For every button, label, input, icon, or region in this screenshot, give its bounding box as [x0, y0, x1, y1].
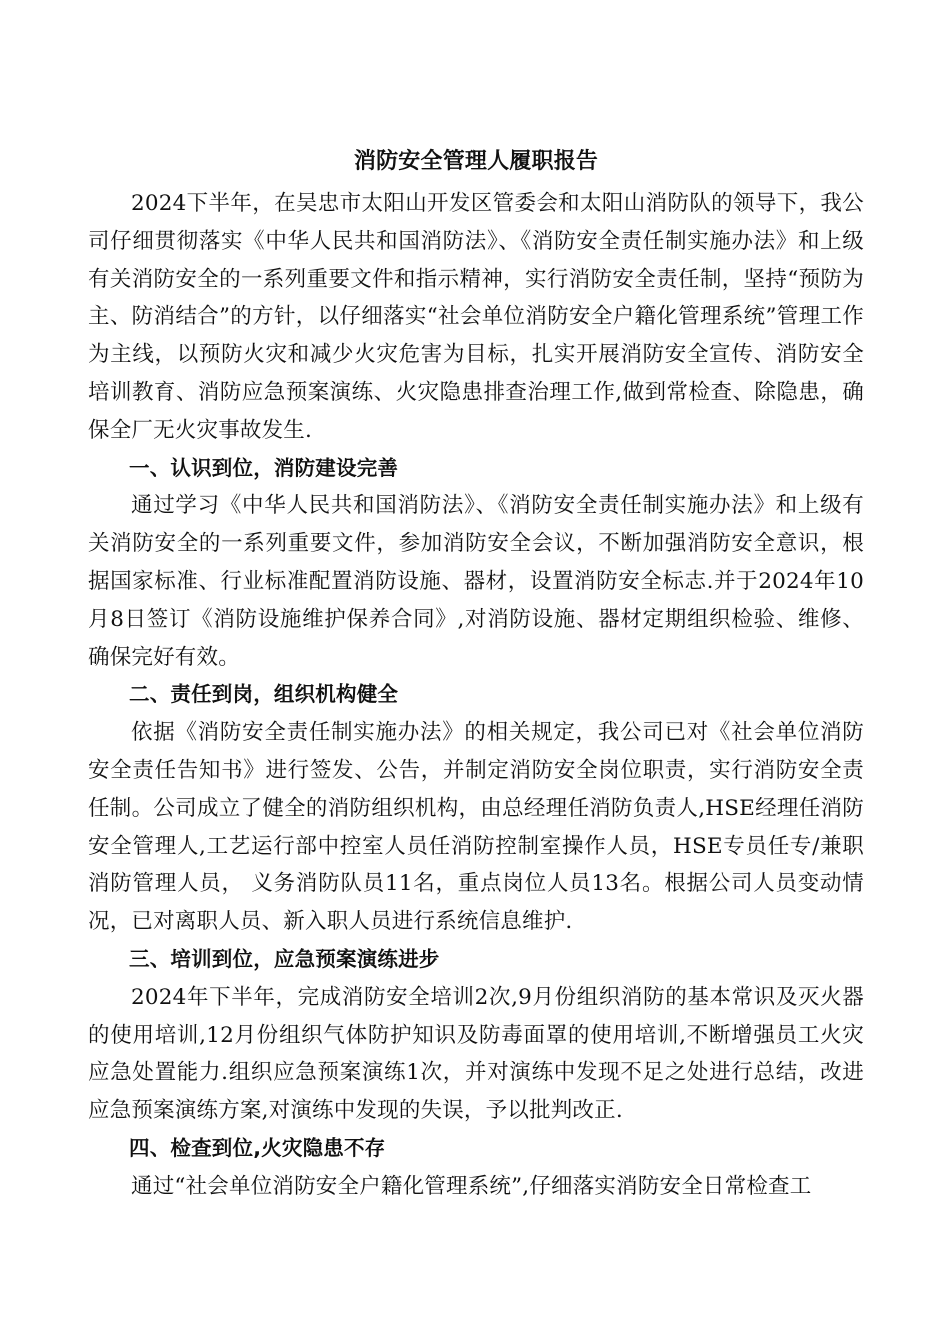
section-body-3: 2024年下半年，完成消防安全培训2次,9月份组织消防的基本常识及灭火器的使用培训,12月份组织气体防护知识及防毒面罩的使用培训,不断增强员工火灾应急处置能力.组织应急预案演练1次，并对演练中发现不足之处进行总结，改进应急预案演练方案,对演练中发现的失误，予以批判改正. [88, 984, 864, 1124]
intro-paragraph: 2024下半年，在吴忠市太阳山开发区管委会和太阳山消防队的领导下，我公司仔细贯彻落实《中华人民共和国消防法》、《消防安全责任制实施办法》和上级有关消防安全的一系列重要文件和指示精神，实行消防安全责任制，坚持“预防为主、防消结合”的方针，以仔细落实“社会单位消防安全户籍化管理系统”管理工作为主线，以预防火灾和减少火灾危害为目标，扎实开展消防安全宣传、消防安全培训教育、消防应急预案演练、火灾隐患排查治理工作,做到常检查、除隐患，确保全厂无火灾事故发生. [88, 191, 864, 443]
section-body-4: 通过“社会单位消防安全户籍化管理系统”,仔细落实消防安全日常检查工 [131, 1173, 812, 1199]
section-heading-2: 二、责任到岗，组织机构健全 [129, 682, 399, 707]
section-heading-3: 三、培训到位，应急预案演练进步 [129, 946, 440, 971]
section-heading-1: 一、认识到位，消防建设完善 [129, 455, 399, 480]
section-heading-4: 四、检查到位,火灾隐患不存 [129, 1135, 386, 1160]
section-body-1: 通过学习《中华人民共和国消防法》、《消防安全责任制实施办法》和上级有关消防安全的一系列重要文件，参加消防安全会议，不断加强消防安全意识，根据国家标准、行业标准配置消防设施、器材，设置消防安全标志.并于2024年10月8日签订《消防设施维护保养合同》,对消防设施、器材定期组织检验、维修、确保完好有效。 [88, 493, 864, 670]
document-body [88, 140, 864, 1206]
section-body-2: 依据《消防安全责任制实施办法》的相关规定，我公司已对《社会单位消防安全责任告知书》进行签发、公告，并制定消防安全岗位职责，实行消防安全责任制。公司成立了健全的消防组织机构，由总经理任消防负责人,HSE经理任消防安全管理人,工艺运行部中控室人员任消防控制室操作人员，HSE专员任专/兼职消防管理人员， 义务消防队员11名，重点岗位人员13名。根据公司人员变动情况，已对离职人员、新入职人员进行系统信息维护. [88, 720, 864, 935]
document-title: 消防安全管理人履职报告 [353, 149, 599, 174]
